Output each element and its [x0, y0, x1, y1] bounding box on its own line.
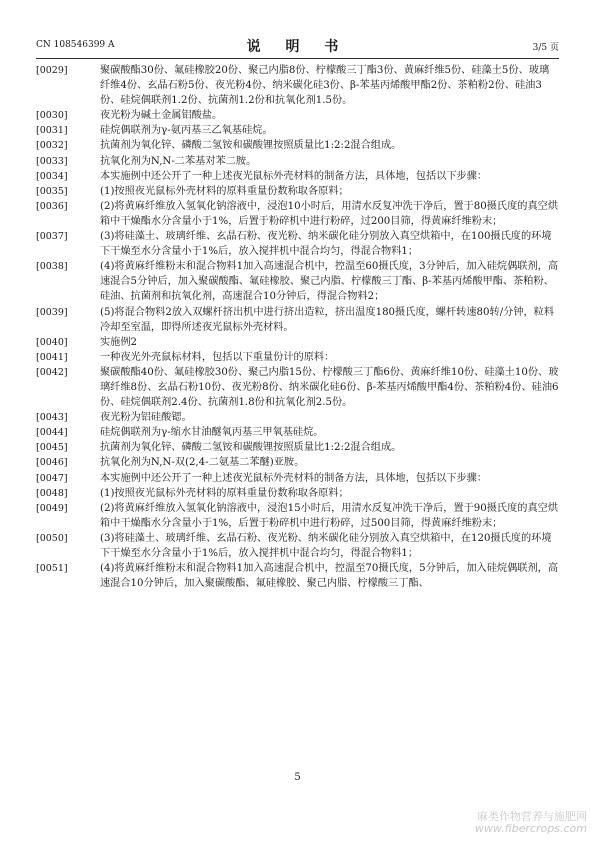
paragraph-number: [0044]: [36, 427, 68, 439]
header-divider: [36, 58, 559, 59]
paragraph-number: [0047]: [36, 472, 68, 484]
paragraph-number: [0050]: [36, 532, 68, 544]
paragraph: [36, 350, 559, 365]
document-title: 说 明 书: [246, 39, 349, 55]
paragraph-number: [0048]: [36, 487, 68, 499]
paragraph: [36, 63, 559, 108]
paragraph-number: [0039]: [36, 306, 68, 318]
watermark-text: 麻类作物营养与施肥网: [477, 810, 587, 823]
paragraph-text: (2)将黄麻纤维放入氢氧化钠溶液中，浸泡15小时后，用清水反复冲洗干净后，置于90摄氏度的真空烘箱中干燥酯水分含量小于1%，后置于粉碎机中进行粉碎，过500目筛，得黄麻纤维粉末；: [100, 502, 559, 529]
paragraph-number: [0038]: [36, 261, 68, 273]
paragraph: [36, 305, 559, 335]
paragraph: [36, 486, 559, 501]
paragraph-number: [0045]: [36, 442, 68, 454]
paragraph-number: [0049]: [36, 502, 68, 514]
paragraph-text: (1)按照夜光鼠标外壳材料的原料重量份数称取各原料；: [100, 185, 349, 197]
paragraph: [36, 199, 559, 229]
paragraph-text: 抗氧化剂为N,N-双(2,4-二氨基二苯醚)亚胺。: [100, 457, 305, 469]
paragraph: [36, 184, 559, 199]
paragraph-number: [0031]: [36, 125, 68, 137]
document-body: [36, 63, 559, 591]
paragraph-number: [0041]: [36, 351, 68, 363]
paragraph: [36, 440, 559, 455]
paragraph: [36, 455, 559, 470]
paragraph-text: 本实施例中还公开了一种上述夜光鼠标外壳材料的制备方法，具体地，包括以下步骤：: [100, 472, 488, 484]
page-header: [36, 36, 559, 56]
paragraph: [36, 561, 559, 591]
paragraph-text: 抗菌剂为氧化锌、磷酸二氢铵和碳酸锂按照质量比1:2:2混合组成。: [100, 140, 402, 152]
paragraph-text: 抗菌剂为氧化锌、磷酸二氢铵和碳酸锂按照质量比1:2:2混合组成。: [100, 442, 402, 454]
paragraph: [36, 229, 559, 259]
paragraph-text: (3)将硅藻土、玻璃纤维、玄晶石粉、夜光粉、纳米碳化硅分别放入真空烘箱中，在100摄氏度的环境下干燥至水分含量小于1%后，放入搅拌机中混合均匀，得混合物料1；: [100, 231, 552, 258]
paragraph-number: [0032]: [36, 140, 68, 152]
paragraph-number: [0043]: [36, 412, 68, 424]
paragraph: [36, 531, 559, 561]
paragraph-text: 夜光粉为碱土金属铝酸盐。: [100, 110, 223, 122]
paragraph-text: 硅烷偶联剂为γ-氨丙基三乙氧基硅烷。: [100, 125, 273, 137]
paragraph: [36, 501, 559, 531]
paragraph-number: [0046]: [36, 457, 68, 469]
paragraph-text: (1)按照夜光鼠标外壳材料的原料重量份数称取各原料；: [100, 487, 349, 499]
paragraph-text: 抗氧化剂为N,N-二苯基对苯二胺。: [100, 155, 257, 167]
page-number: 5: [294, 772, 301, 783]
paragraph-number: [0051]: [36, 563, 68, 575]
paragraph: [36, 108, 559, 123]
paragraph-number: [0029]: [36, 65, 68, 76]
watermark-url: www.fibercrops.com: [474, 822, 587, 835]
paragraph-number: [0040]: [36, 336, 68, 348]
paragraph: [36, 169, 559, 184]
paragraph-text: 夜光粉为铝硅酸锶。: [100, 412, 192, 424]
paragraph-text: 聚碳酸酯30份、氟硅橡胶20份、聚己内脂8份、柠檬酸三丁酯3份、黄麻纤维5份、硅藻土5份、玻璃纤维4份、玄晶石粉5份、夜光粉4份、纳米碳化硅3份、β-苯基丙烯酸甲酯2份、茶粕粉2份、硅油3份、硅烷偶联剂1.2份、抗菌剂1.2份和抗氧化剂1.5份。: [100, 65, 550, 107]
paragraph-text: 硅烷偶联剂为γ-缩水甘油醚氧丙基三甲氧基硅烷。: [100, 427, 324, 439]
paragraph-text: (4)将黄麻纤维粉末和混合物料1加入高速混合机中，控温至70摄氏度，5分钟后，加入硅烷偶联剂，高速混合10分钟后，加入聚碳酸酯、氟硅橡胶、聚己内脂、柠檬酸三丁酯、: [100, 563, 559, 590]
paragraph-text: 聚碳酸酯40份、氟硅橡胶30份、聚己内脂15份、柠檬酸三丁酯6份、黄麻纤维10份、硅藻土10份、玻璃纤维8份、玄晶石粉10份、夜光粉8份、纳米碳化硅6份、β-苯基丙烯酸甲酯4份、茶粕粉4份、硅油6份、硅烷偶联剂2.4份、抗菌剂1.8份和抗氧化剂2.5份。: [100, 366, 559, 409]
paragraph-text: 实施例2: [100, 336, 138, 348]
paragraph-text: (4)将黄麻纤维粉末和混合物料1加入高速混合机中，控温至60摄氏度，3分钟后，加入硅烷偶联剂，高速混合5分钟后，加入聚碳酸酯、氟硅橡胶、聚己内脂、柠檬酸三丁酯、β-苯基丙烯酸甲酯、茶粕粉、硅油、抗菌剂和抗氧化剂，高速混合10分钟后，得混合物料2；: [100, 261, 559, 303]
paragraph-text: 一种夜光外壳鼠标材料，包括以下重量份计的原料：: [100, 351, 335, 363]
paragraph: [36, 425, 559, 440]
paragraph-text: (3)将硅藻土、玻璃纤维、玄晶石粉、夜光粉、纳米碳化硅分别放入真空烘箱中，在120摄氏度的环境下干燥至水分含量小于1%后，放入搅拌机中混合均匀，得混合物料1；: [100, 532, 552, 559]
paragraph: [36, 123, 559, 138]
paragraph-text: (5)将混合物料2放入双螺杆挤出机中进行挤出造粒，挤出温度180摄氏度，螺杆转速80转/分钟，粒料冷却至室温，即得所述夜光鼠标外壳材料。: [100, 306, 555, 333]
paragraph-number: [0036]: [36, 200, 68, 212]
document-id: CN 108546399 A: [36, 40, 115, 50]
paragraph: [36, 410, 559, 425]
paragraph-number: [0035]: [36, 185, 68, 197]
paragraph-number: [0042]: [36, 366, 68, 378]
paragraph-text: 本实施例中还公开了一种上述夜光鼠标外壳材料的制备方法，具体地，包括以下步骤：: [100, 170, 488, 182]
paragraph-number: [0034]: [36, 170, 68, 182]
paragraph-text: (2)将黄麻纤维放入氢氧化钠溶液中，浸泡10小时后，用清水反复冲洗干净后，置于80摄氏度的真空烘箱中干燥酯水分含量小于1%，后置于粉碎机中进行粉碎，过200目筛，得黄麻纤维粉末；: [100, 200, 559, 227]
paragraph-number: [0030]: [36, 110, 68, 122]
paragraph: [36, 471, 559, 486]
page-indicator: 3/5 页: [532, 43, 559, 53]
paragraph: [36, 335, 559, 350]
paragraph: [36, 365, 559, 410]
paragraph: [36, 138, 559, 153]
paragraph: [36, 154, 559, 169]
paragraph-number: [0037]: [36, 231, 68, 243]
paragraph-number: [0033]: [36, 155, 68, 167]
paragraph: [36, 259, 559, 304]
